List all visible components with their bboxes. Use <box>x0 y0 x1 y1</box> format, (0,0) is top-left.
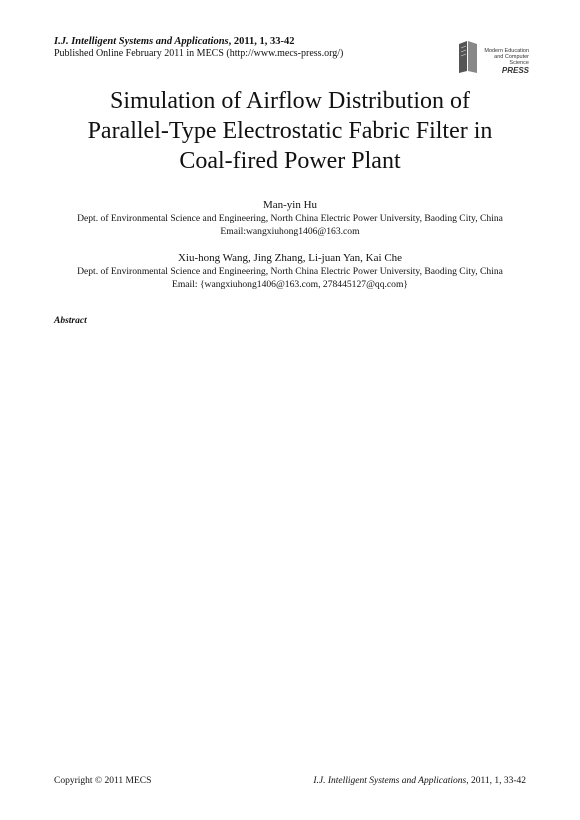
journal-title: I.J. Intelligent Systems and Applications <box>54 36 229 47</box>
page-header <box>54 35 343 60</box>
journal-issue: , 2011, 1, 33-42 <box>228 36 295 47</box>
author-affiliation: Dept. of Environmental Science and Engineering, North China Electric Power University, Baoding City, China <box>77 266 503 277</box>
book-icon <box>457 40 479 74</box>
logo-line-1: Modern Education <box>484 48 529 54</box>
author-names: Xiu-hong Wang, Jing Zhang, Li-juan Yan, Kai Che <box>177 252 403 264</box>
published-online: Published Online February 2011 in MECS (http://www.mecs-press.org/) <box>54 48 344 59</box>
author-name: Man-yin Hu <box>262 199 318 211</box>
logo-press: PRESS <box>501 66 529 75</box>
author-email: Email:wangxiuhong1406@163.com <box>220 226 360 237</box>
abstract-heading: Abstract <box>54 316 87 326</box>
author-block-2 <box>20 251 560 291</box>
author-emails: Email: {wangxiuhong1406@163.com, 278445127@qq.com} <box>171 279 409 290</box>
footer-journal-title: I.J. Intelligent Systems and Applications <box>313 776 467 786</box>
title-line-2: Parallel-Type Electrostatic Fabric Filter in <box>87 118 493 144</box>
footer-journal-issue: , 2011, 1, 33-42 <box>466 776 526 786</box>
title-line-3: Coal-fired Power Plant <box>179 148 401 174</box>
title-line-1: Simulation of Airflow Distribution of <box>110 88 470 114</box>
author-affiliation: Dept. of Environmental Science and Engineering, North China Electric Power University, Baoding City, China <box>77 213 503 224</box>
publisher-logo <box>453 34 531 78</box>
copyright-notice: Copyright © 2011 MECS <box>54 776 152 786</box>
logo-text <box>479 48 529 75</box>
footer-citation <box>313 776 526 786</box>
logo-line-2: and Computer Science <box>494 54 529 66</box>
author-block-1 <box>20 198 560 238</box>
journal-citation <box>54 35 343 48</box>
paper-title <box>40 86 540 176</box>
